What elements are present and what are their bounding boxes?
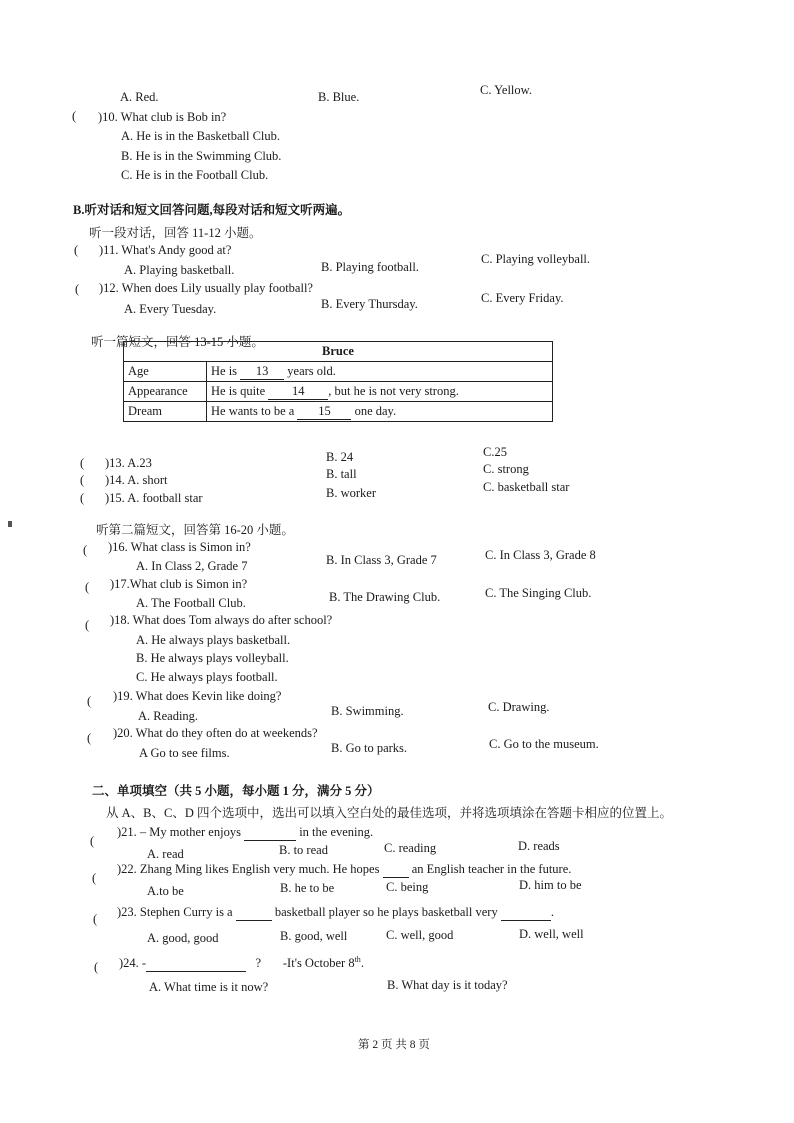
- blank-13: 13: [240, 364, 284, 380]
- q21-option-a: A. read: [147, 847, 184, 861]
- q23-option-b: B. good, well: [280, 929, 348, 943]
- answer-paren: (: [92, 871, 97, 885]
- section-b-title: B.听对话和短文回答问题,每段对话和短文听两遍。: [73, 203, 351, 217]
- q18-option-c: C. He always plays football.: [136, 670, 278, 684]
- q21-option-d: D. reads: [518, 839, 560, 853]
- q18-stem: )18. What does Tom always do after school?: [110, 613, 333, 627]
- blank-14: 14: [268, 384, 328, 400]
- q23-option-d: D. well, well: [519, 927, 584, 941]
- q16-option-c: C. In Class 3, Grade 8: [485, 548, 596, 562]
- table-label: Appearance: [124, 382, 207, 402]
- q22-option-b: B. he to be: [280, 881, 335, 895]
- q12-option-b: B. Every Thursday.: [321, 297, 418, 311]
- q21-option-c: C. reading: [384, 841, 437, 855]
- q21-option-b: B. to read: [279, 843, 328, 857]
- table-row: [124, 382, 553, 402]
- q16-option-a: A. In Class 2, Grade 7: [136, 559, 248, 573]
- q16-stem: )16. What class is Simon in?: [108, 540, 251, 554]
- q10-option-a: A. He is in the Basketball Club.: [121, 129, 281, 143]
- q22-option-d: D. him to be: [519, 878, 582, 892]
- q17-option-a: A. The Football Club.: [136, 596, 246, 610]
- q23-option-a: A. good, good: [147, 931, 219, 945]
- q19-option-c: C. Drawing.: [488, 700, 550, 714]
- answer-paren: (: [85, 580, 90, 594]
- q15-stem: )15. A. football star: [105, 491, 203, 505]
- answer-paren: (: [72, 109, 77, 123]
- section-b-part1: 听一段对话，回答 11-12 小题。: [89, 226, 262, 240]
- answer-paren: (: [85, 618, 90, 632]
- q17-option-c: C. The Singing Club.: [485, 586, 592, 600]
- q11-option-b: B. Playing football.: [321, 260, 419, 274]
- answer-paren: (: [80, 491, 85, 505]
- q23-option-c: C. well, good: [386, 928, 454, 942]
- section-b-part3: 听第二篇短文，回答第 16-20 小题。: [96, 523, 294, 537]
- q10-option-c: C. He is in the Football Club.: [121, 168, 269, 182]
- q16-option-b: B. In Class 3, Grade 7: [326, 553, 437, 567]
- q9-option-b: B. Blue.: [318, 90, 360, 104]
- q11-stem: )11. What's Andy good at?: [99, 243, 232, 257]
- bruce-info-table: [123, 341, 553, 422]
- table-cell: He wants to be a 15 one day.: [207, 402, 553, 422]
- q22-option-c: C. being: [386, 880, 429, 894]
- q14-stem: )14. A. short: [105, 473, 168, 487]
- q12-stem: )12. When does Lily usually play football?: [99, 281, 313, 295]
- q15-option-b: B. worker: [326, 486, 376, 500]
- blank: [244, 825, 296, 841]
- q24-stem: )24. - ? -It's October 8th.: [119, 955, 364, 971]
- answer-paren: (: [75, 282, 80, 296]
- q19-stem: )19. What does Kevin like doing?: [113, 689, 282, 703]
- page-footer: 第 2 页 共 8 页: [358, 1039, 430, 1051]
- q11-option-c: C. Playing volleyball.: [481, 252, 591, 266]
- answer-paren: (: [87, 694, 92, 708]
- answer-paren: (: [87, 731, 92, 745]
- blank: [236, 905, 272, 921]
- q23-stem: )23. Stephen Curry is a basketball player so he plays basketball very .: [117, 905, 554, 919]
- q18-option-b: B. He always plays volleyball.: [136, 651, 289, 665]
- blank: [146, 956, 246, 972]
- answer-paren: (: [94, 960, 99, 974]
- q22-stem: )22. Zhang Ming likes English very much. He hopes an English teacher in the future.: [117, 862, 572, 876]
- q17-option-b: B. The Drawing Club.: [329, 590, 441, 604]
- q13-option-c: C.25: [483, 445, 507, 459]
- q20-stem: )20. What do they often do at weekends?: [113, 726, 318, 740]
- q9-option-a: A. Red.: [120, 90, 159, 104]
- q12-option-c: C. Every Friday.: [481, 291, 564, 305]
- table-row: [124, 402, 553, 422]
- q14-option-c: C. strong: [483, 462, 529, 476]
- answer-paren: (: [90, 834, 95, 848]
- q13-option-b: B. 24: [326, 450, 354, 464]
- q14-option-b: B. tall: [326, 467, 357, 481]
- q19-option-a: A. Reading.: [138, 709, 199, 723]
- q20-option-a: A Go to see films.: [139, 746, 230, 760]
- answer-paren: (: [80, 473, 85, 487]
- table-row: [124, 362, 553, 382]
- answer-paren: (: [80, 456, 85, 470]
- q20-option-b: B. Go to parks.: [331, 741, 408, 755]
- answer-paren: (: [93, 912, 98, 926]
- table-cell: He is quite 14 , but he is not very strong.: [207, 382, 553, 402]
- blank-15: 15: [297, 404, 351, 420]
- q12-option-a: A. Every Tuesday.: [124, 302, 217, 316]
- answer-paren: (: [83, 543, 88, 557]
- q20-option-c: C. Go to the museum.: [489, 737, 599, 751]
- table-header: Bruce: [124, 342, 553, 362]
- blank: [383, 862, 409, 878]
- q10-stem: )10. What club is Bob in?: [98, 110, 227, 124]
- q10-option-b: B. He is in the Swimming Club.: [121, 149, 282, 163]
- q15-option-c: C. basketball star: [483, 480, 570, 494]
- table-label: Age: [124, 362, 207, 382]
- blank: [501, 905, 551, 921]
- answer-paren: (: [74, 243, 79, 257]
- q24-option-a: A. What time is it now?: [149, 980, 269, 994]
- q11-option-a: A. Playing basketball.: [124, 263, 235, 277]
- q13-stem: )13. A.23: [105, 456, 152, 470]
- q17-stem: )17.What club is Simon in?: [110, 577, 248, 591]
- margin-mark: [8, 521, 12, 527]
- part2-instruction: 从 A、B、C、D 四个选项中，选出可以填入空白处的最佳选项，并将选项填涂在答题卡相应的位置上。: [106, 806, 672, 820]
- q24-option-b: B. What day is it today?: [387, 978, 508, 992]
- q19-option-b: B. Swimming.: [331, 704, 404, 718]
- table-label: Dream: [124, 402, 207, 422]
- part2-title: 二、单项填空（共 5 小题，每小题 1 分，满分 5 分）: [92, 784, 380, 798]
- table-cell: He is 13 years old.: [207, 362, 553, 382]
- q21-stem: )21. – My mother enjoys in the evening.: [117, 825, 374, 839]
- q18-option-a: A. He always plays basketball.: [136, 633, 291, 647]
- q9-option-c: C. Yellow.: [480, 83, 532, 97]
- section-b-part2: 听一篇短文，回答 13-15 小题。: [91, 335, 264, 349]
- q22-option-a: A.to be: [147, 884, 184, 898]
